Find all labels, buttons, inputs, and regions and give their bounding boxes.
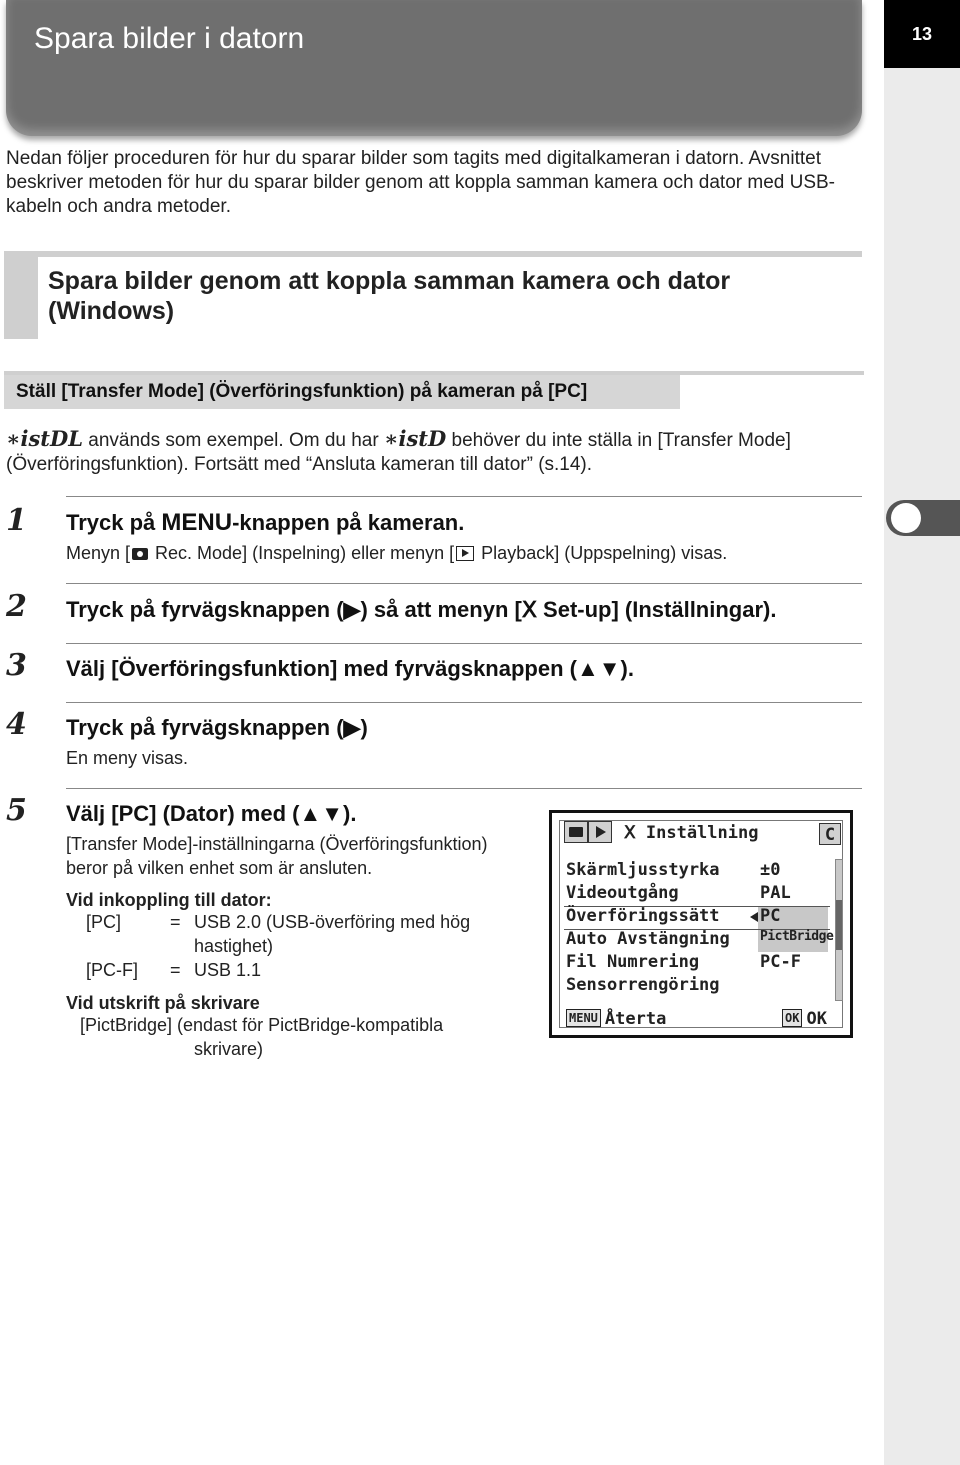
- step-1-title-pre: Tryck på: [66, 510, 162, 535]
- step-divider: [66, 702, 862, 703]
- section-title: [48, 266, 730, 326]
- section-title-line2: (Windows): [48, 297, 175, 325]
- lcd-value: ±0: [760, 860, 781, 880]
- lcd-value: PC-F: [760, 952, 801, 972]
- menu-key-icon: MENU: [566, 1009, 601, 1027]
- playback-tab: [588, 821, 612, 843]
- step-1-body-a: Menyn [: [66, 543, 131, 563]
- camera-icon: [569, 827, 583, 837]
- ok-key-icon: OK: [782, 1009, 802, 1027]
- lcd-menu-title: Ⅹ Inställning: [624, 823, 759, 843]
- step-number: 2: [6, 589, 27, 624]
- lcd-item: Videoutgång: [566, 883, 679, 903]
- play-icon: [596, 826, 606, 838]
- printer-heading: Vid utskrift på skrivare: [66, 993, 260, 1013]
- step-2-title: Tryck på fyrvägsknappen (▶) så att menyn [Ⅹ Set-up] (Inställningar).: [66, 597, 777, 622]
- step-number: 4: [6, 707, 27, 742]
- page-side-strip: [884, 0, 960, 1465]
- model-note: [6, 427, 866, 477]
- pc-value-line1: USB 2.0 (USB-överföring med hög: [194, 912, 471, 932]
- step-5-body-line2: beror på vilken enhet som är ansluten.: [66, 858, 373, 878]
- pcf-value: USB 1.1: [194, 960, 262, 980]
- section-topline: [38, 251, 862, 257]
- page-number: 13: [884, 0, 960, 68]
- step-number: 1: [6, 503, 27, 538]
- printer-line2: skrivare): [194, 1039, 264, 1059]
- subheading: [4, 375, 680, 409]
- step-number: 3: [6, 648, 27, 683]
- step-4-body: En meny visas.: [66, 748, 189, 768]
- lcd-item: Auto Avstängning: [566, 929, 730, 949]
- lcd-item: Skärmljusstyrka: [566, 860, 720, 880]
- camera-lcd-screen: [549, 810, 853, 1038]
- pcf-key: [PC-F]: [86, 960, 138, 980]
- lcd-scrollbar: [835, 859, 843, 1001]
- note-text-a: används som exempel. Om du har: [83, 430, 384, 451]
- lcd-scroll-thumb: [836, 900, 842, 950]
- step-3-title: Välj [Överföringsfunktion] med fyrvägsknappen (▲▼).: [66, 656, 634, 681]
- step-divider: [66, 788, 862, 789]
- page-title: Spara bilder i datorn: [34, 22, 305, 55]
- step-divider: [66, 583, 862, 584]
- section-bar: [4, 251, 38, 339]
- pcf-equals: =: [170, 960, 181, 980]
- lcd-back-label: Återta: [604, 1009, 667, 1029]
- step-1-body: [66, 541, 727, 565]
- intro-paragraph: Nedan följer proceduren för hur du sparar bilder som tagits med digitalkameran i datorn. Avsnittet beskriver metoden för hur du sparar bilder genom att koppla samman kamera och dator med USB-kabeln och andra metoder.: [6, 148, 836, 217]
- pc-equals: =: [170, 912, 181, 932]
- model-logo-istdl: ∗istDL: [6, 426, 83, 451]
- camera-icon: [132, 548, 148, 560]
- section-title-line1: Spara bilder genom att koppla samman kamera och dator: [48, 267, 731, 295]
- pc-value-line2: hastighet): [194, 936, 274, 956]
- note-text-b: behöver du inte ställa in [Transfer Mode] (Överföringsfunktion). Fortsätt med “Ansluta kameran till dator” (s.14).: [6, 430, 791, 475]
- lcd-item: Överföringssätt: [566, 906, 720, 926]
- lcd-custom-tab: C: [819, 823, 841, 845]
- page-header: [6, 0, 862, 136]
- chapter-tab-marker: [891, 503, 921, 533]
- lcd-value: PictBridge: [760, 929, 834, 944]
- left-arrow-icon: [750, 912, 758, 922]
- step-5-title: Välj [PC] (Dator) med (▲▼).: [66, 801, 357, 826]
- lcd-ok-label: OK: [806, 1009, 827, 1029]
- step-4-title: Tryck på fyrvägsknappen (▶): [66, 715, 368, 740]
- lcd-item: Fil Numrering: [566, 952, 700, 972]
- menu-key-label: MENU: [161, 509, 233, 536]
- step-divider: [66, 643, 862, 644]
- section-heading: [4, 251, 862, 339]
- playback-icon: [456, 546, 474, 561]
- lcd-back-hint: [566, 1009, 666, 1029]
- rec-tab: [564, 821, 588, 843]
- step-divider: [66, 496, 862, 497]
- lcd-value: PAL: [760, 883, 791, 903]
- step-1-title-post: -knappen på kameran.: [232, 510, 465, 535]
- computer-heading: Vid inkoppling till dator:: [66, 890, 272, 910]
- lcd-item: Sensorrengöring: [566, 975, 720, 995]
- step-1-title: [66, 509, 464, 537]
- step-1-body-b: Rec. Mode] (Inspelning) eller menyn [: [150, 543, 455, 563]
- subheading-text: Ställ [Transfer Mode] (Överföringsfunktion) på kameran på [PC]: [16, 381, 588, 402]
- step-number: 5: [6, 793, 27, 828]
- model-logo-istd: ∗istD: [383, 426, 447, 451]
- step-1-body-c: Playback] (Uppspelning) visas.: [476, 543, 728, 563]
- pc-key: [PC]: [86, 912, 122, 932]
- printer-line1: [PictBridge] (endast för PictBridge-kompatibla: [80, 1015, 444, 1035]
- step-5-body-line1: [Transfer Mode]-inställningarna (Överföringsfunktion): [66, 834, 488, 854]
- lcd-ok-hint: [782, 1009, 827, 1029]
- lcd-value: PC: [760, 906, 781, 926]
